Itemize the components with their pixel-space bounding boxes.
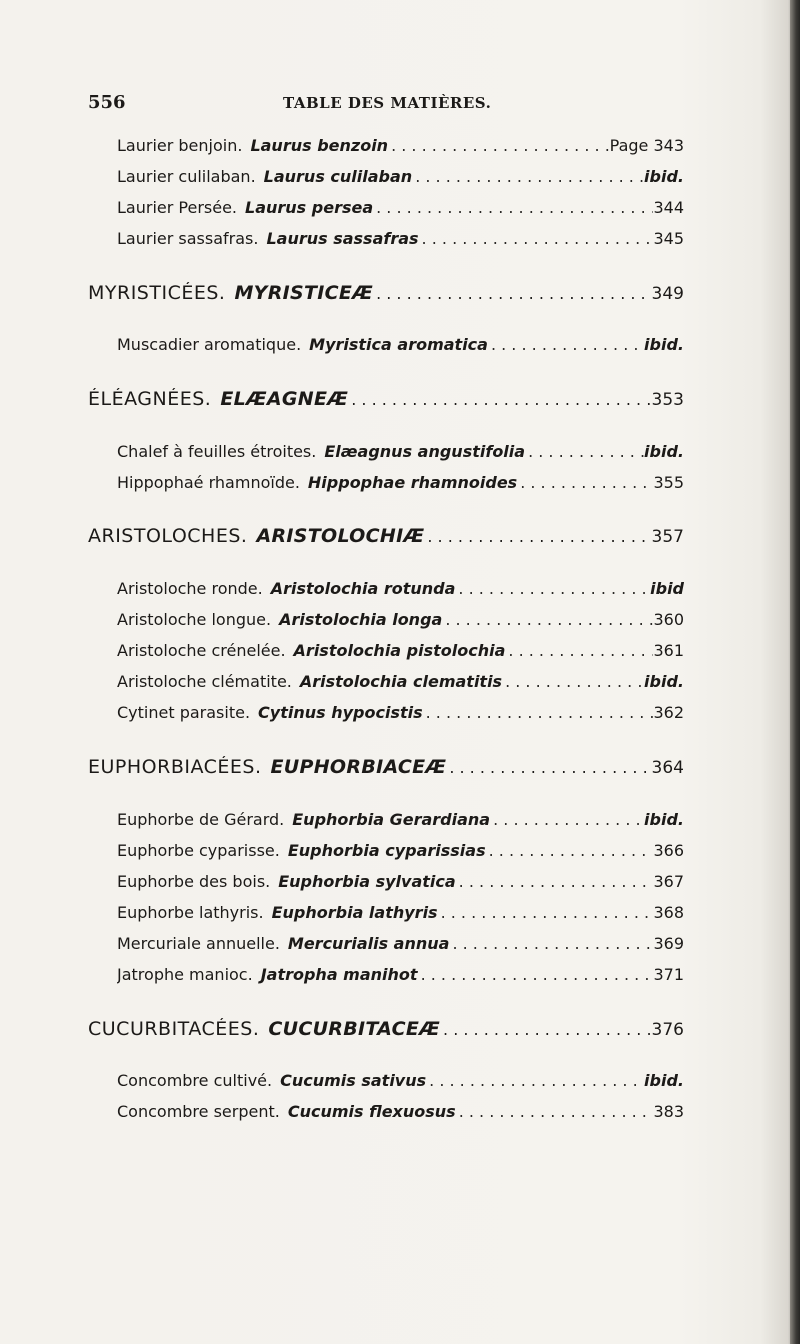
toc-entry xyxy=(117,841,684,869)
entry-page: 383 xyxy=(653,1102,684,1121)
dot-leader xyxy=(502,672,644,691)
dot-leader xyxy=(505,641,653,660)
entry-latin-name: Laurus persea xyxy=(245,198,374,217)
running-title: TABLE DES MATIÈRES. xyxy=(283,94,492,112)
family-page: 357 xyxy=(651,527,684,547)
entry-page: 367 xyxy=(653,872,684,891)
dot-leader xyxy=(373,198,653,217)
family-page: 376 xyxy=(651,1020,684,1040)
entry-latin-name: Hippophae rhamnoides xyxy=(307,473,518,492)
entry-french-name: Euphorbe lathyris. xyxy=(117,903,264,922)
entry-latin-name: Jatropha manihot xyxy=(260,965,418,984)
entry-french-name: Euphorbe des bois. xyxy=(117,872,271,891)
toc-entry xyxy=(117,703,684,731)
toc-entry xyxy=(117,136,684,164)
entry-page: ibid. xyxy=(644,335,684,354)
toc-entry xyxy=(117,1102,684,1130)
family-latin-name: ARISTOLOCHIÆ xyxy=(256,525,425,547)
entry-latin-name: Elæagnus angustifolia xyxy=(324,442,526,461)
entry-french-name: Hippophaé rhamnoïde. xyxy=(117,473,300,492)
family-heading xyxy=(88,1018,684,1048)
entry-latin-name: Cytinus hypocistis xyxy=(258,703,423,722)
entry-page: 360 xyxy=(653,610,684,629)
entry-page: 369 xyxy=(653,934,684,953)
entry-page: 344 xyxy=(653,198,684,217)
dot-leader xyxy=(488,335,644,354)
dot-leader xyxy=(455,579,650,598)
entry-french-name: Muscadier aromatique. xyxy=(117,335,302,354)
toc-entry xyxy=(117,903,684,931)
family-french-name: MYRISTICÉES. xyxy=(88,282,226,304)
dot-leader xyxy=(456,872,654,891)
family-page: 364 xyxy=(651,758,684,778)
toc-entry xyxy=(117,442,684,470)
toc-entry xyxy=(117,810,684,838)
entry-french-name: Laurier sassafras. xyxy=(117,229,259,248)
dot-leader xyxy=(456,1102,654,1121)
entry-page: 362 xyxy=(653,703,684,722)
family-heading xyxy=(88,756,684,786)
family-heading xyxy=(88,525,684,555)
entry-french-name: Euphorbe de Gérard. xyxy=(117,810,285,829)
entry-latin-name: Aristolochia rotunda xyxy=(270,579,456,598)
dot-leader xyxy=(490,810,644,829)
dot-leader xyxy=(446,758,651,777)
toc-entry xyxy=(117,965,684,993)
entry-latin-name: Laurus culilaban xyxy=(263,167,413,186)
toc-entry xyxy=(117,473,684,501)
dot-leader xyxy=(388,136,610,155)
entry-latin-name: Mercurialis annua xyxy=(287,934,450,953)
entry-latin-name: Myristica aromatica xyxy=(309,335,488,354)
toc-entry xyxy=(117,934,684,962)
entry-page: ibid. xyxy=(644,810,684,829)
dot-leader xyxy=(486,841,654,860)
entry-page: Page 343 xyxy=(609,136,684,155)
entry-french-name: Chalef à feuilles étroites. xyxy=(117,442,317,461)
dot-leader xyxy=(449,934,653,953)
entry-latin-name: Cucumis sativus xyxy=(280,1071,427,1090)
page-header xyxy=(0,92,800,122)
entry-french-name: Laurier benjoin. xyxy=(117,136,243,155)
entry-latin-name: Laurus benzoin xyxy=(250,136,389,155)
toc-entry xyxy=(117,872,684,900)
toc-entry xyxy=(117,610,684,638)
entry-latin-name: Euphorbia Gerardiana xyxy=(292,810,491,829)
entry-french-name: Aristoloche longue. xyxy=(117,610,272,629)
family-french-name: EUPHORBIACÉES. xyxy=(88,756,262,778)
family-french-name: CUCURBITACÉES. xyxy=(88,1018,260,1040)
family-latin-name: ELÆAGNEÆ xyxy=(220,388,349,410)
family-latin-name: MYRISTICEÆ xyxy=(234,282,374,304)
entry-latin-name: Cucumis flexuosus xyxy=(287,1102,456,1121)
entry-page: 355 xyxy=(653,473,684,492)
entry-french-name: Aristoloche crénelée. xyxy=(117,641,286,660)
entry-latin-name: Aristolochia pistolochia xyxy=(293,641,506,660)
family-page: 353 xyxy=(651,390,684,410)
dot-leader xyxy=(525,442,644,461)
dot-leader xyxy=(426,1071,644,1090)
page-number: 556 xyxy=(88,92,126,113)
toc-entry xyxy=(117,1071,684,1099)
family-heading xyxy=(88,282,684,312)
toc-entry xyxy=(117,672,684,700)
toc-entry xyxy=(117,198,684,226)
dot-leader xyxy=(418,965,654,984)
entry-page: 368 xyxy=(653,903,684,922)
entry-french-name: Laurier culilaban. xyxy=(117,167,256,186)
dot-leader xyxy=(440,1020,652,1039)
entry-page: ibid. xyxy=(644,1071,684,1090)
toc-entry xyxy=(117,335,684,363)
family-french-name: ÉLÉAGNÉES. xyxy=(88,388,212,410)
family-latin-name: EUPHORBIACEÆ xyxy=(270,756,447,778)
entry-latin-name: Euphorbia sylvatica xyxy=(278,872,456,891)
dot-leader xyxy=(348,390,651,409)
entry-latin-name: Euphorbia lathyris xyxy=(271,903,438,922)
entry-page: 366 xyxy=(653,841,684,860)
dot-leader xyxy=(424,527,651,546)
entry-latin-name: Aristolochia clematitis xyxy=(299,672,503,691)
dot-leader xyxy=(442,610,653,629)
entry-page: ibid. xyxy=(644,442,684,461)
toc-entry xyxy=(117,641,684,669)
entry-french-name: Laurier Persée. xyxy=(117,198,237,217)
entry-page: ibid. xyxy=(644,167,684,186)
entry-french-name: Cytinet parasite. xyxy=(117,703,251,722)
family-latin-name: CUCURBITACEÆ xyxy=(268,1018,441,1040)
entry-french-name: Mercuriale annuelle. xyxy=(117,934,280,953)
family-french-name: ARISTOLOCHES. xyxy=(88,525,248,547)
entry-latin-name: Aristolochia longa xyxy=(279,610,443,629)
entry-page: 371 xyxy=(653,965,684,984)
dot-leader xyxy=(517,473,653,492)
dot-leader xyxy=(438,903,654,922)
toc-entry xyxy=(117,579,684,607)
entry-french-name: Aristoloche clématite. xyxy=(117,672,292,691)
entry-page: 345 xyxy=(653,229,684,248)
entry-french-name: Euphorbe cyparisse. xyxy=(117,841,280,860)
family-page: 349 xyxy=(651,284,684,304)
entry-french-name: Concombre cultivé. xyxy=(117,1071,273,1090)
dot-leader xyxy=(419,229,654,248)
dot-leader xyxy=(412,167,644,186)
family-heading xyxy=(88,388,684,418)
entry-latin-name: Euphorbia cyparissias xyxy=(287,841,486,860)
dot-leader xyxy=(373,284,651,303)
entry-page: ibid xyxy=(650,579,684,598)
toc-entry xyxy=(117,167,684,195)
dot-leader xyxy=(423,703,654,722)
entry-page: ibid. xyxy=(644,672,684,691)
book-binding-edge xyxy=(790,0,800,1344)
entry-french-name: Jatrophe manioc. xyxy=(117,965,253,984)
entry-latin-name: Laurus sassafras xyxy=(266,229,419,248)
entry-french-name: Aristoloche ronde. xyxy=(117,579,263,598)
entry-french-name: Concombre serpent. xyxy=(117,1102,280,1121)
toc-entry xyxy=(117,229,684,257)
entry-page: 361 xyxy=(653,641,684,660)
